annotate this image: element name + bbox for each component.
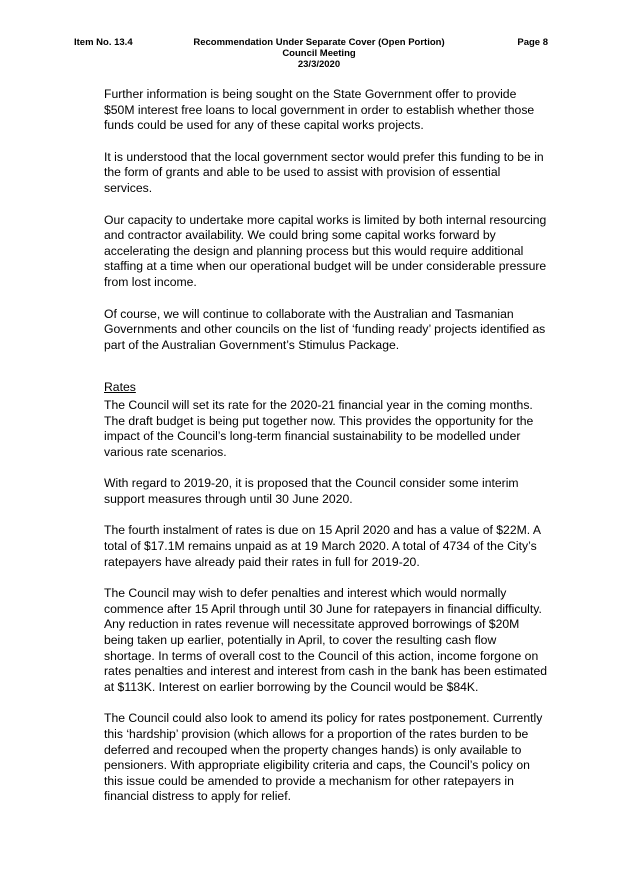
header-date: 23/3/2020 (297, 59, 341, 70)
item-number: Item No. 13.4 (74, 37, 133, 48)
header-title: Recommendation Under Separate Cover (Open Portion) (193, 37, 445, 48)
paragraph: Further information is being sought on the State Government offer to provide $50M interest free loans to local government in order to establish whether those funds could be used for any of these capital works projects. (104, 87, 535, 133)
section-heading-rates: Rates (104, 380, 136, 395)
document-body (104, 87, 550, 821)
paragraph: With regard to 2019-20, it is proposed that the Council consider some interim support measures through until 30 June 2020. (104, 476, 519, 506)
header-meeting: Council Meeting (282, 48, 356, 59)
paragraph: It is understood that the local government sector would prefer this funding to be in the form of grants and able to be used to assist with provision of essential services. (104, 149, 544, 195)
paragraph: The Council may wish to defer penalties and interest which would normally commence after 15 April through until 30 June for ratepayers in financial difficulty. Any reduction in rates revenue will necessitate approved borrowings of $20M being taken up earlier, potentially in April, to cover the resulting cash flow shortage. In terms of overall cost to the Council of this action, income forgone on rates penalties and interest and interest from cash in the bank has been estimated at $113K. Interest on earlier borrowing by the Council would be $84K. (104, 586, 548, 694)
header-title-block (190, 37, 448, 70)
page-header (0, 37, 622, 77)
page-number: Page 8 (517, 37, 548, 48)
paragraph: Of course, we will continue to collaborate with the Australian and Tasmanian Governments and other councils on the list of ‘funding ready’ projects identified as part of the Australian Government’s Stimulus Package. (104, 306, 546, 352)
paragraph: The Council will set its rate for the 2020-21 financial year in the coming months. The draft budget is being put together now. This provides the opportunity for the impact of the Council’s long-term financial sustainability to be modelled under various rate scenarios. (104, 397, 534, 459)
paragraph: The Council could also look to amend its policy for rates postponement. Currently this ‘hardship’ provision (which allows for a proportion of the rates burden to be deferred and recouped when the property changes hands) is only available to pensioners. With appropriate eligibility criteria and caps, the Council’s policy on this issue could be amended to provide a mechanism for other ratepayers in financial distress to apply for relief. (104, 711, 543, 804)
paragraph: Our capacity to undertake more capital works is limited by both internal resourcing and contractor availability. We could bring some capital works forward by accelerating the design and planning process but this would require additional staffing at a time when our operational budget will be under considerable pressure from lost income. (104, 212, 547, 289)
paragraph: The fourth instalment of rates is due on 15 April 2020 and has a value of $22M. A total of $17.1M remains unpaid as at 19 March 2020. A total of 4734 of the City’s ratepayers have already paid their rates in full for 2019-20. (104, 523, 541, 569)
